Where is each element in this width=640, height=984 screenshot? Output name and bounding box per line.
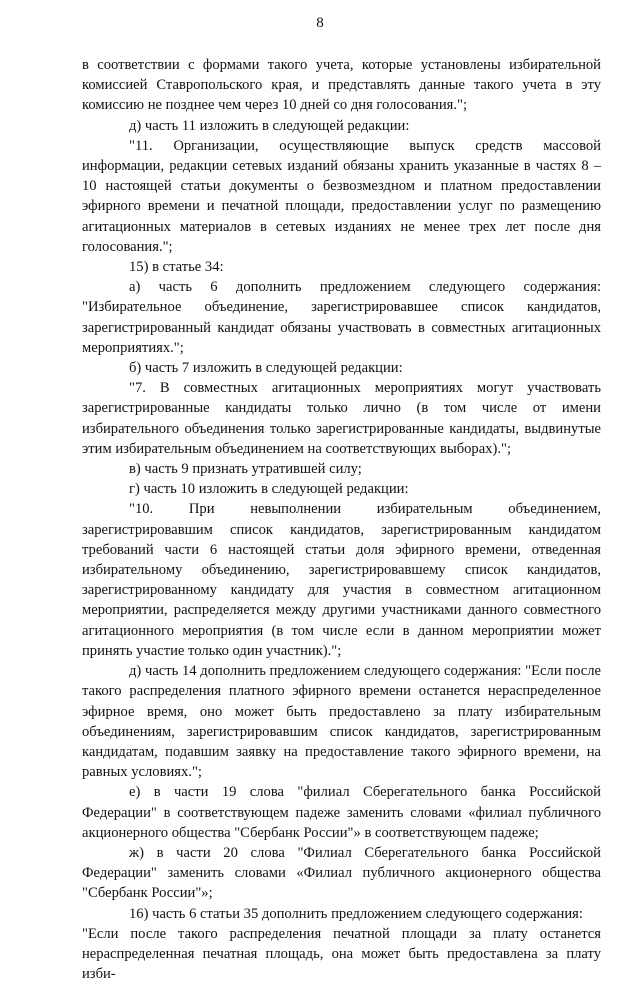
paragraph: в соответствии с формами такого учета, которые установлены избирательной комиссией Ставропольского края, и представлять данные такого учета в эту комиссию не позднее чем через 10 дней со дня голосования.";: [82, 57, 601, 114]
paragraph: "11. Организации, осуществляющие выпуск средств массовой информации, редакции сетевых изданий обязаны хранить указанные в частях 8 – 10 настоящей статьи документы о безвозмездном и платном предоставлении эфирного времени и печатной площади, предоставлении услуг по размещению агитационных материалов в сетевых изданиях не менее трех лет после дня голосования.";: [82, 137, 601, 255]
page-number: 8: [316, 15, 324, 31]
paragraph: 16) часть 6 статьи 35 дополнить предложением следующего содержания:: [129, 905, 583, 922]
document-body: [82, 55, 601, 984]
paragraph: д) часть 11 изложить в следующей редакции:: [129, 117, 410, 134]
paragraph: д) часть 14 дополнить предложением следующего содержания: "Если после такого распределения платного эфирного времени останется нераспределенное эфирное время, оно может быть предоставлено за плату избирательным объединениям, зарегистрировавшим список кандидатов, зарегистрированным кандидатам, подавшим заявку на предоставление такого эфирного времени, на равных условиях.";: [82, 663, 601, 781]
paragraph: "10. При невыполнении избирательным объединением, зарегистрировавшим список кандидатов, зарегистрированным кандидатом требований части 6 настоящей статьи доля эфирного времени, отведенная избирательному объединению, зарегистрировавшему список кандидатов, зарегистрированному кандидату для участия в совместном агитационном мероприятии, распределяется между другими участниками данного совместного агитационного мероприятия (в том числе если в данном мероприятии может принять участие только один участник).";: [82, 501, 601, 659]
paragraph: в) часть 9 признать утратившей силу;: [129, 461, 362, 478]
paragraph: "Если после такого распределения печатной площади за плату останется нераспределенная печатная площадь, она может быть предоставлена за плату изби-: [82, 925, 601, 983]
paragraph: "7. В совместных агитационных мероприятиях могут участвовать зарегистрированные кандидаты только лично (в том числе от имени избирательного объединения только зарегистрированные кандидаты, выдвинутые этим избирательным объединением на соответствующих выборах).";: [82, 380, 601, 457]
paragraph: 15) в статье 34:: [129, 259, 224, 276]
paragraph: ж) в части 20 слова "Филиал Сберегательного банка Российской Федерации" заменить словами «Филиал публичного акционерного общества "Сбербанк России"»;: [82, 844, 601, 902]
paragraph: г) часть 10 изложить в следующей редакции:: [129, 481, 409, 498]
paragraph: б) часть 7 изложить в следующей редакции:: [129, 360, 403, 377]
paragraph: е) в части 19 слова "филиал Сберегательного банка Российской Федерации" в соответствующем падеже заменить словами «филиал публичного акционерного общества "Сбербанк России"» в соответствующем падеже;: [82, 784, 601, 841]
paragraph: а) часть 6 дополнить предложением следующего содержания: "Избирательное объединение, зарегистрировавшее список кандидатов, зарегистрированный кандидат обязаны участвовать в совместных агитационных мероприятиях.";: [82, 279, 601, 356]
